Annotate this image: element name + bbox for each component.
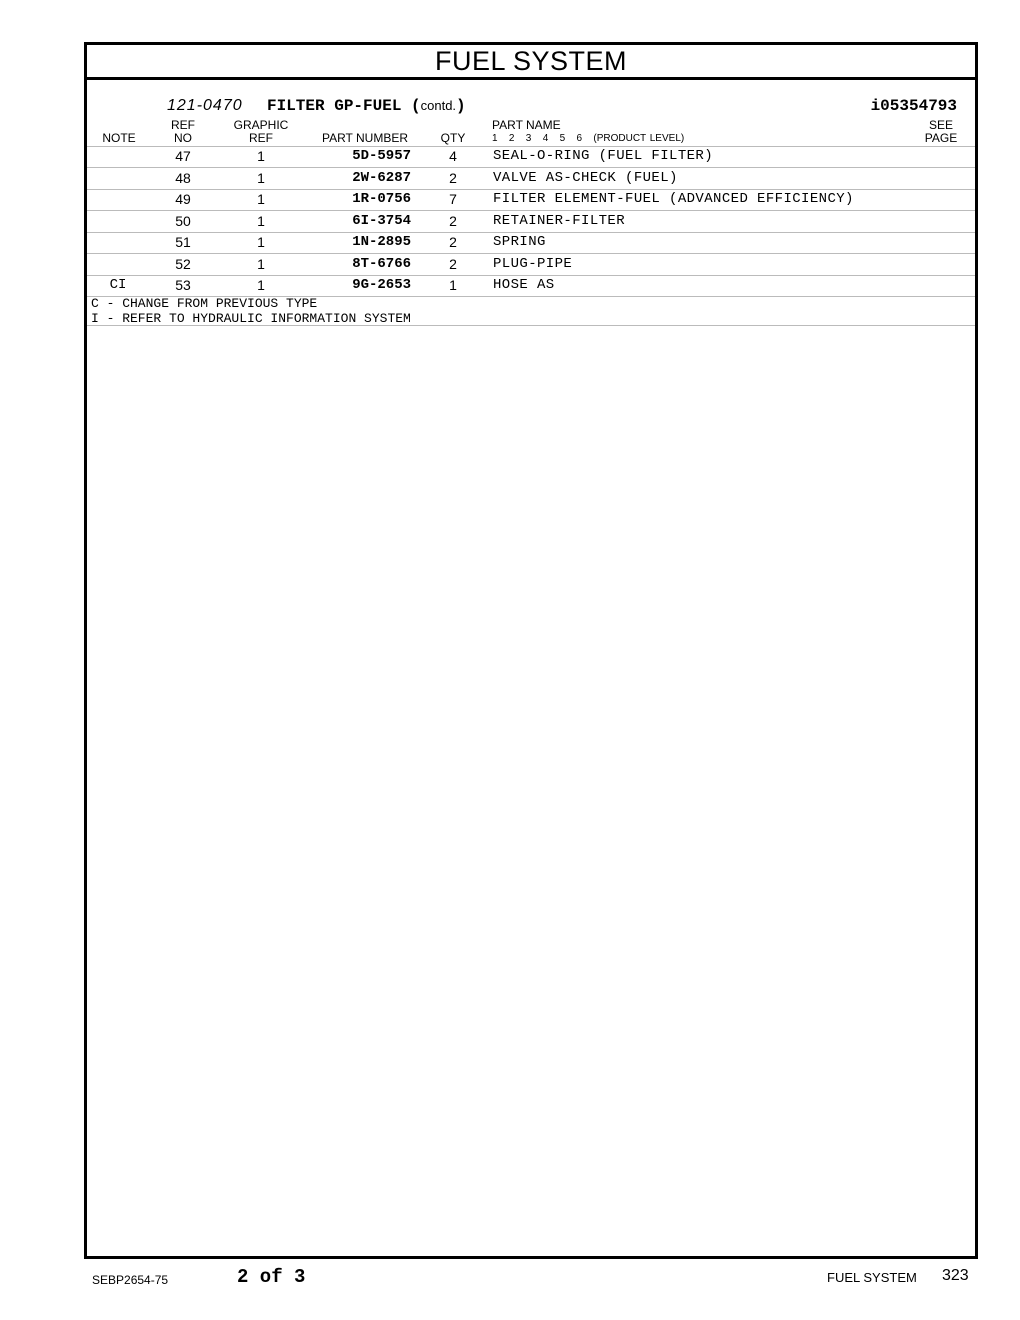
cell-graphic-ref: 1 — [257, 170, 265, 186]
table-row — [87, 211, 975, 233]
cell-ref-no: 49 — [175, 191, 191, 207]
cell-part-name: RETAINER-FILTER — [493, 213, 626, 229]
cell-part-number[interactable]: 8T-6766 — [352, 256, 411, 272]
group-id: i05354793 — [870, 97, 957, 115]
note-refer: I - REFER TO HYDRAULIC INFORMATION SYSTEM — [91, 311, 411, 326]
table-row — [87, 146, 975, 168]
cell-part-number[interactable]: 1N-2895 — [352, 234, 411, 250]
cell-part-number[interactable]: 6I-3754 — [352, 213, 411, 229]
group-heading — [87, 97, 975, 117]
group-name — [267, 97, 466, 115]
footer-doc-id: SEBP2654-75 — [92, 1273, 169, 1287]
footer-page-of: 2 of 3 — [237, 1266, 306, 1288]
table-row — [87, 254, 975, 276]
group-name-text: FILTER GP-FUEL ( — [267, 97, 421, 115]
cell-ref-no: 50 — [175, 213, 191, 229]
cell-part-name: FILTER ELEMENT-FUEL (ADVANCED EFFICIENCY) — [493, 191, 854, 207]
header-part-name: PART NAME — [492, 118, 561, 132]
header-part-number: PART NUMBER — [321, 131, 408, 145]
cell-part-name: HOSE AS — [493, 277, 555, 293]
cell-qty: 2 — [449, 256, 457, 272]
parts-page-frame — [84, 42, 978, 1259]
table-row — [87, 275, 975, 297]
cell-graphic-ref: 1 — [257, 277, 265, 293]
cell-qty: 2 — [449, 170, 457, 186]
cell-part-name: SEAL-O-RING (FUEL FILTER) — [493, 148, 714, 164]
cell-part-number[interactable]: 1R-0756 — [352, 191, 411, 207]
cell-part-number[interactable]: 9G-2653 — [352, 277, 411, 293]
cell-part-name: VALVE AS-CHECK (FUEL) — [493, 170, 678, 186]
table-row — [87, 189, 975, 211]
cell-graphic-ref: 1 — [257, 148, 265, 164]
cell-graphic-ref: 1 — [257, 256, 265, 272]
cell-part-number[interactable]: 5D-5957 — [352, 148, 411, 164]
header-note: NOTE — [102, 131, 136, 145]
cell-qty: 2 — [449, 234, 457, 250]
header-graphic-top: GRAPHIC — [233, 118, 289, 132]
table-row — [87, 168, 975, 190]
cell-part-name: SPRING — [493, 234, 546, 250]
table-header — [87, 119, 975, 147]
page-title: FUEL SYSTEM — [87, 45, 975, 80]
page-footer — [0, 1262, 1020, 1292]
cell-qty: 4 — [449, 148, 457, 164]
table-row — [87, 232, 975, 254]
cell-note: CI — [109, 277, 127, 293]
cell-qty: 1 — [449, 277, 457, 293]
notes-legend — [87, 296, 975, 326]
group-name-close: ) — [456, 97, 466, 115]
header-ref-bottom: NO — [174, 131, 192, 145]
cell-part-number[interactable]: 2W-6287 — [352, 170, 411, 186]
cell-ref-no: 48 — [175, 170, 191, 186]
cell-ref-no: 53 — [175, 277, 191, 293]
cell-part-name: PLUG-PIPE — [493, 256, 573, 272]
cell-graphic-ref: 1 — [257, 213, 265, 229]
cell-ref-no: 51 — [175, 234, 191, 250]
header-ref-top: REF — [171, 118, 195, 132]
cell-qty: 7 — [449, 191, 457, 207]
cell-graphic-ref: 1 — [257, 191, 265, 207]
cell-ref-no: 52 — [175, 256, 191, 272]
group-number: 121-0470 — [167, 97, 243, 114]
header-see-top: SEE — [928, 118, 953, 132]
note-change: C - CHANGE FROM PREVIOUS TYPE — [91, 296, 318, 311]
footer-section: FUEL SYSTEM — [827, 1270, 917, 1285]
header-graphic-bottom: REF — [249, 131, 273, 145]
contd-label: contd. — [420, 98, 457, 113]
footer-page-number: 323 — [942, 1267, 969, 1284]
cell-ref-no: 47 — [175, 148, 191, 164]
header-product-level: 1 2 3 4 5 6 (PRODUCT LEVEL) — [492, 133, 685, 144]
cell-graphic-ref: 1 — [257, 234, 265, 250]
cell-qty: 2 — [449, 213, 457, 229]
header-see-bottom: PAGE — [924, 131, 958, 145]
header-qty: QTY — [440, 131, 466, 145]
